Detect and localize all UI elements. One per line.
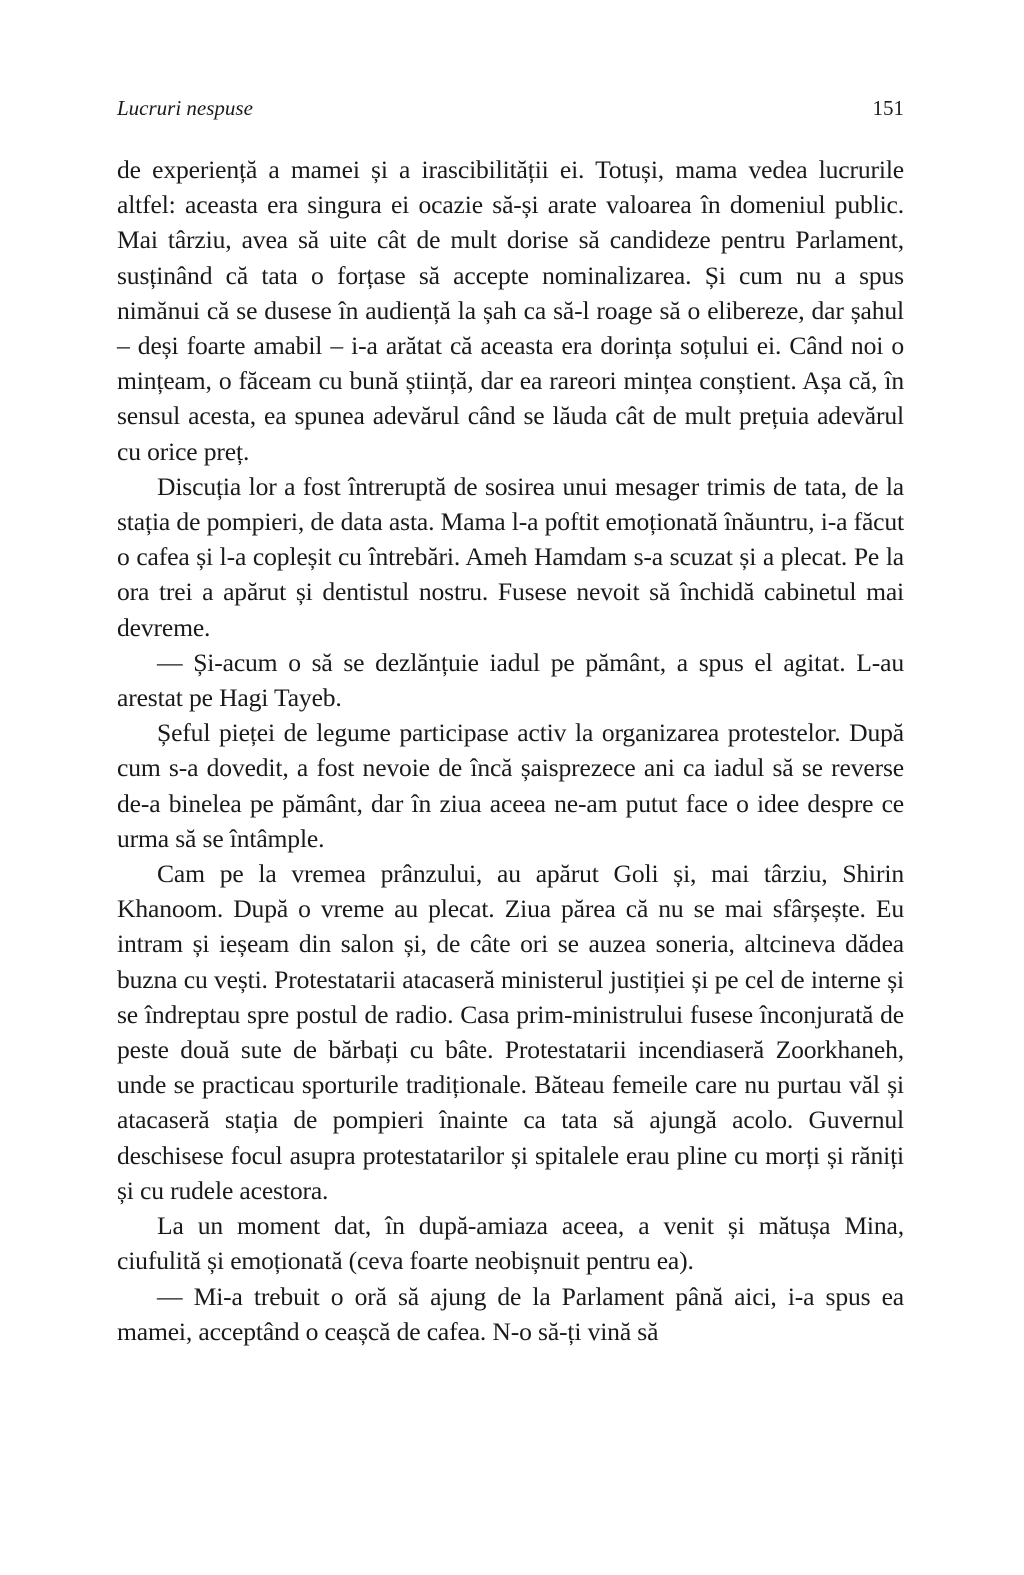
paragraph: La un moment dat, în după-amiaza aceea, a venit și mătușa Mina, ciufulită și emoționată (ceva foarte neobișnuit pentru ea). (117, 1211, 904, 1276)
page-header (117, 96, 904, 126)
paragraph: Șeful pieței de legume participase activ la organizarea protestelor. După cum s-a dovedit, a fost nevoie de încă șaisprezece ani ca iadul să se reverse de-a binelea pe pământ, dar în ziua aceea ne-am putut face o idee despre ce urma să se întâmple. (117, 718, 904, 853)
running-title: Lucruri nespuse (117, 96, 253, 120)
paragraph: Cam pe la vremea prânzului, au apărut Goli și, mai târziu, Shirin Khanoom. După o vreme au plecat. Ziua părea că nu se mai sfârșește. Eu intram și ieșeam din salon și, de câte ori se auzea soneria, altcineva dădea buzna cu vești. Protestatarii atacaseră ministerul justiției și pe cel de interne și se îndreptau spre postul de radio. Casa prim-ministrului fusese înconjurată de peste două sute de bărbați cu bâte. Protestatarii incendiaseră Zoorkhaneh, unde se practicau sporturile tradiționale. Băteau femeile care nu purtau văl și atacaseră stația de pompieri înainte ca tata să ajungă acolo. Guvernul deschisese focul asupra protestatarilor și spitalele erau pline cu morți și răniți și cu rudele acestora. (117, 859, 904, 1205)
dialogue-paragraph: — Și-acum o să se dezlănțuie iadul pe pământ, a spus el agitat. L-au arestat pe Hagi Tayeb. (117, 647, 904, 713)
page-body (117, 152, 904, 1349)
paragraph-continued: de experiență a mamei și a irascibilității ei. Totuși, mama vedea lucrurile altfel: aceasta era singura ei ocazie să-și arate valoarea în domeniul public. Mai târziu, avea să uite cât de mult dorise să candideze pentru Parlament, susținând că tata o forțase să accepte nominalizarea. Și cum nu a spus nimănui că se dusese în audiență la șah ca să-l roage să o elibereze, dar șahul – deși foarte amabil – i-a arătat că aceasta era dorința soțului ei. Când noi o mințeam, o făceam cu bună știință, dar ea rareori mințea conștient. Așa că, în sensul acesta, ea spunea adevărul când se lăuda cât de mult prețuia adevărul cu orice preț. (117, 155, 904, 466)
page-number: 151 (872, 96, 904, 120)
dialogue-paragraph: — Mi-a trebuit o oră să ajung de la Parlament până aici, i-a spus ea mamei, acceptând o ceașcă de cafea. N-o să-ți vină să (117, 1281, 904, 1346)
paragraph: Discuția lor a fost întreruptă de sosirea unui mesager trimis de tata, de la stația de pompieri, de data asta. Mama l-a poftit emoționată înăuntru, i-a făcut o cafea și l-a copleșit cu întrebări. Ameh Hamdam s-a scuzat și a plecat. Pe la ora trei a apărut și dentistul nostru. Fusese nevoit să închidă cabinetul mai devreme. (117, 471, 904, 642)
